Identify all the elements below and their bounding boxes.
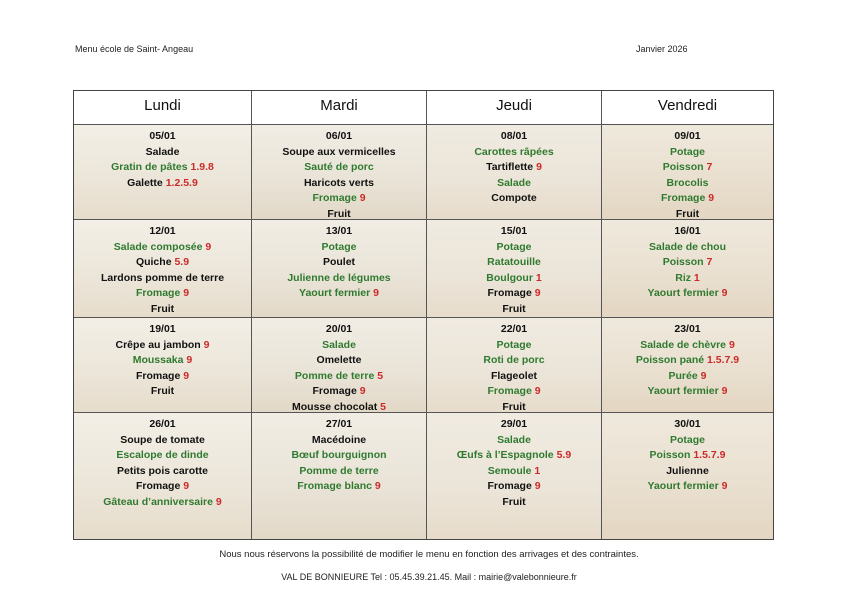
meal-item bbox=[74, 479, 251, 495]
dish-name: Tartiflette bbox=[486, 161, 534, 173]
dish-name: Potage bbox=[321, 240, 357, 253]
day-header-vendredi: Vendredi bbox=[602, 91, 773, 125]
dish-name: Julienne bbox=[666, 464, 709, 477]
meal-item bbox=[74, 255, 251, 271]
meal-date: 13/01 bbox=[325, 225, 353, 237]
meal-item bbox=[74, 353, 251, 369]
dish-name: Fruit bbox=[150, 385, 175, 397]
meal-item bbox=[602, 479, 773, 495]
dish-name: Fruit bbox=[502, 495, 526, 508]
meal-item bbox=[252, 448, 426, 464]
allergen-codes: 1.5.7.9 bbox=[707, 354, 740, 366]
dish-name: Soupe aux vermicelles bbox=[282, 145, 396, 158]
meal-item bbox=[74, 495, 251, 511]
dish-name: Pomme de terre bbox=[299, 464, 379, 477]
meal-item bbox=[602, 369, 773, 385]
meal-item bbox=[602, 271, 773, 287]
dish-name: Macédoine bbox=[311, 433, 367, 446]
meal-cell bbox=[74, 125, 252, 220]
meal-date: 15/01 bbox=[500, 225, 528, 237]
dish-name: Yaourt fermier bbox=[647, 287, 719, 299]
meal-item bbox=[602, 176, 773, 192]
dish-name: Sauté de porc bbox=[304, 161, 374, 173]
allergen-codes: 9 bbox=[205, 240, 212, 253]
dish-name: Salade bbox=[322, 338, 356, 351]
dish-name: Fromage bbox=[312, 192, 357, 204]
meal-item bbox=[252, 176, 426, 192]
meal-item bbox=[427, 479, 601, 495]
meal-item bbox=[74, 448, 251, 464]
dish-name: Fromage bbox=[312, 385, 357, 397]
dish-name: Compote bbox=[491, 192, 537, 204]
meal-date: 05/01 bbox=[149, 130, 176, 142]
dish-name: Yaourt fermier bbox=[299, 287, 371, 299]
meal-item bbox=[252, 271, 426, 287]
dish-name: Potage bbox=[496, 240, 532, 253]
meal-item bbox=[74, 464, 251, 480]
allergen-codes: 7 bbox=[706, 161, 713, 173]
dish-name: Brocolis bbox=[666, 176, 709, 189]
meal-cell bbox=[602, 318, 773, 413]
dish-name: Fromage bbox=[660, 192, 706, 204]
dish-name: Potage bbox=[496, 338, 532, 351]
allergen-codes: 9 bbox=[183, 369, 190, 382]
meal-cell bbox=[74, 220, 252, 318]
allergen-codes: 9 bbox=[708, 192, 715, 204]
meal-item bbox=[602, 240, 773, 256]
allergen-codes: 1 bbox=[535, 271, 542, 284]
meal-item bbox=[252, 191, 426, 207]
day-header-jeudi: Jeudi bbox=[427, 91, 602, 125]
dish-name: Fromage bbox=[487, 287, 532, 299]
meal-cell bbox=[427, 220, 602, 318]
dish-name: Flageolet bbox=[490, 369, 538, 382]
meal-item bbox=[427, 464, 601, 480]
dish-name: Escalope de dinde bbox=[116, 449, 209, 461]
meal-date: 26/01 bbox=[149, 418, 176, 430]
allergen-codes: 9 bbox=[373, 287, 379, 299]
meal-item bbox=[427, 145, 601, 161]
meal-item bbox=[602, 464, 773, 480]
meal-item bbox=[427, 495, 601, 511]
meal-item bbox=[252, 369, 426, 385]
meal-cell bbox=[252, 125, 427, 220]
dish-name: Mousse chocolat bbox=[292, 400, 378, 413]
dish-name: Poisson bbox=[662, 161, 704, 173]
dish-name: Fromage bbox=[487, 385, 532, 397]
meal-item bbox=[252, 433, 426, 449]
dish-name: Omelette bbox=[316, 354, 362, 366]
meal-date: 27/01 bbox=[325, 418, 353, 430]
dish-name: Crêpe au jambon bbox=[115, 338, 201, 351]
allergen-codes: 9 bbox=[536, 161, 542, 173]
meal-cell bbox=[602, 125, 773, 220]
meal-item bbox=[252, 338, 426, 354]
allergen-codes: 1 bbox=[534, 464, 541, 477]
meal-item bbox=[427, 302, 601, 318]
meal-date: 30/01 bbox=[674, 418, 701, 430]
day-header-mardi: Mardi bbox=[252, 91, 427, 125]
meal-cell bbox=[74, 318, 252, 413]
dish-name: Gâteau d’anniversaire bbox=[103, 495, 213, 508]
meal-item bbox=[252, 353, 426, 369]
dish-name: Salade composée bbox=[113, 240, 203, 253]
meal-date: 23/01 bbox=[674, 323, 701, 335]
dish-name: Yaourt fermier bbox=[647, 385, 719, 397]
dish-name: Pomme de terre bbox=[294, 369, 375, 382]
dish-name: Boulgour bbox=[486, 271, 533, 284]
allergen-codes: 5.9 bbox=[174, 256, 190, 268]
meal-item bbox=[427, 433, 601, 449]
meal-item bbox=[427, 338, 601, 354]
meal-item bbox=[427, 286, 601, 302]
dish-name: Salade de chou bbox=[648, 240, 727, 253]
meal-date: 29/01 bbox=[500, 418, 528, 430]
meal-item bbox=[602, 448, 773, 464]
allergen-codes: 9 bbox=[721, 480, 728, 492]
dish-name: Poisson pané bbox=[635, 354, 705, 366]
meal-item bbox=[427, 353, 601, 369]
school-title: Menu école de Saint- Angeau bbox=[75, 44, 194, 54]
meal-item bbox=[602, 191, 773, 207]
allergen-codes: 9 bbox=[203, 338, 210, 351]
meal-item bbox=[74, 145, 251, 161]
dish-name: Semoule bbox=[487, 464, 532, 477]
meal-item bbox=[427, 240, 601, 256]
dish-name: Potage bbox=[669, 145, 705, 158]
allergen-codes: 5.9 bbox=[556, 449, 572, 461]
allergen-codes: 9 bbox=[728, 338, 735, 351]
meal-item bbox=[602, 286, 773, 302]
meal-item bbox=[427, 176, 601, 192]
meal-item bbox=[602, 255, 773, 271]
meal-date: 22/01 bbox=[500, 323, 528, 335]
dish-name: Gratin de pâtes bbox=[111, 161, 188, 173]
meal-item bbox=[74, 369, 251, 385]
dish-name: Salade bbox=[497, 433, 531, 446]
dish-name: Ratatouille bbox=[487, 256, 541, 268]
meal-item bbox=[602, 145, 773, 161]
dish-name: Riz bbox=[675, 271, 691, 284]
allergen-codes: 9 bbox=[359, 385, 366, 397]
meal-cell bbox=[74, 413, 252, 539]
meal-item bbox=[252, 479, 426, 495]
dish-name: Fromage bbox=[135, 369, 181, 382]
meal-cell bbox=[602, 220, 773, 318]
allergen-codes: 1.5.7.9 bbox=[693, 449, 726, 461]
allergen-codes: 9 bbox=[721, 287, 728, 299]
meal-cell bbox=[427, 413, 602, 539]
meal-item bbox=[74, 338, 251, 354]
meal-item bbox=[427, 384, 601, 400]
meal-item bbox=[602, 160, 773, 176]
meal-date: 09/01 bbox=[674, 130, 701, 142]
allergen-codes: 9 bbox=[534, 480, 541, 492]
allergen-codes: 9 bbox=[700, 369, 707, 382]
allergen-codes: 9 bbox=[183, 480, 190, 492]
allergen-codes: 9 bbox=[359, 192, 366, 204]
contact-info: VAL DE BONNIEURE Tel : 05.45.39.21.45. Mail : mairie@valebonnieure.fr bbox=[281, 572, 577, 582]
dish-name: Fruit bbox=[502, 302, 526, 315]
dish-name: Salade bbox=[145, 145, 180, 158]
month-label: Janvier 2026 bbox=[636, 44, 688, 54]
meal-cell bbox=[252, 318, 427, 413]
meal-item bbox=[602, 338, 773, 354]
day-header-lundi: Lundi bbox=[74, 91, 252, 125]
dish-name: Galette bbox=[127, 176, 163, 189]
meal-date: 20/01 bbox=[325, 323, 353, 335]
dish-name: Fromage blanc bbox=[297, 480, 372, 492]
meal-item bbox=[252, 286, 426, 302]
allergen-codes: 1.2.5.9 bbox=[165, 176, 198, 189]
dish-name: Bœuf bourguignon bbox=[291, 449, 387, 461]
menu-table bbox=[73, 90, 774, 540]
meal-item bbox=[74, 286, 251, 302]
dish-name: Carottes râpées bbox=[474, 145, 554, 158]
dish-name: Œufs à l’Espagnole bbox=[456, 449, 554, 461]
dish-name: Soupe de tomate bbox=[120, 433, 205, 446]
dish-name: Salade bbox=[497, 176, 531, 189]
meal-item bbox=[427, 255, 601, 271]
meal-item bbox=[602, 433, 773, 449]
dish-name: Poisson bbox=[662, 256, 704, 268]
dish-name: Lardons pomme de terre bbox=[100, 271, 225, 284]
allergen-codes: 9 bbox=[183, 287, 190, 299]
meal-item bbox=[74, 433, 251, 449]
dish-name: Moussaka bbox=[132, 354, 184, 366]
meal-item bbox=[74, 176, 251, 192]
dish-name: Petits pois carotte bbox=[116, 464, 209, 477]
meal-item bbox=[427, 369, 601, 385]
dish-name: Haricots verts bbox=[303, 176, 375, 189]
allergen-codes: 1.9.8 bbox=[190, 161, 214, 173]
meal-item bbox=[252, 384, 426, 400]
dish-name: Potage bbox=[669, 433, 705, 446]
meal-item bbox=[74, 160, 251, 176]
dish-name: Fruit bbox=[327, 207, 351, 220]
allergen-codes: 5 bbox=[377, 369, 384, 382]
dish-name: Yaourt fermier bbox=[647, 480, 719, 492]
allergen-codes: 9 bbox=[721, 385, 728, 397]
meal-item bbox=[602, 384, 773, 400]
dish-name: Purée bbox=[668, 369, 698, 382]
meal-item bbox=[427, 160, 601, 176]
dish-name: Fruit bbox=[675, 207, 700, 220]
meal-date: 06/01 bbox=[325, 130, 353, 142]
allergen-codes: 9 bbox=[534, 287, 541, 299]
allergen-codes: 9 bbox=[534, 385, 541, 397]
meal-item bbox=[427, 191, 601, 207]
dish-name: Poisson bbox=[649, 449, 691, 461]
dish-name: Salade de chèvre bbox=[640, 338, 727, 351]
meal-item bbox=[252, 160, 426, 176]
allergen-codes: 7 bbox=[706, 256, 713, 268]
dish-name: Julienne de légumes bbox=[287, 271, 391, 284]
dish-name: Fromage bbox=[135, 287, 181, 299]
meal-cell bbox=[252, 413, 427, 539]
allergen-codes: 9 bbox=[186, 354, 193, 366]
meal-cell bbox=[427, 318, 602, 413]
meal-item bbox=[252, 145, 426, 161]
meal-cell bbox=[427, 125, 602, 220]
meal-date: 19/01 bbox=[149, 323, 176, 335]
meal-item bbox=[252, 255, 426, 271]
meal-item bbox=[602, 353, 773, 369]
meal-item bbox=[252, 240, 426, 256]
dish-name: Fruit bbox=[502, 400, 526, 413]
allergen-codes: 9 bbox=[215, 495, 222, 508]
meal-cell bbox=[602, 413, 773, 539]
meal-item bbox=[74, 302, 251, 318]
meal-item bbox=[74, 384, 251, 400]
meal-date: 12/01 bbox=[149, 225, 176, 237]
dish-name: Quiche bbox=[135, 256, 172, 268]
disclaimer-note: Nous nous réservons la possibilité de modifier le menu en fonction des arrivages et des contraintes. bbox=[219, 549, 639, 560]
meal-date: 08/01 bbox=[500, 130, 528, 142]
meal-item bbox=[427, 271, 601, 287]
meal-date: 16/01 bbox=[674, 225, 701, 237]
allergen-codes: 9 bbox=[374, 480, 381, 492]
allergen-codes: 5 bbox=[380, 400, 386, 413]
meal-item bbox=[252, 464, 426, 480]
dish-name: Poulet bbox=[322, 256, 356, 268]
dish-name: Roti de porc bbox=[483, 354, 545, 366]
dish-name: Fromage bbox=[487, 480, 532, 492]
meal-cell bbox=[252, 220, 427, 318]
dish-name: Fromage bbox=[135, 480, 181, 492]
allergen-codes: 1 bbox=[693, 271, 700, 284]
meal-item bbox=[74, 240, 251, 256]
meal-item bbox=[74, 271, 251, 287]
dish-name: Fruit bbox=[150, 302, 175, 315]
meal-item bbox=[427, 448, 601, 464]
